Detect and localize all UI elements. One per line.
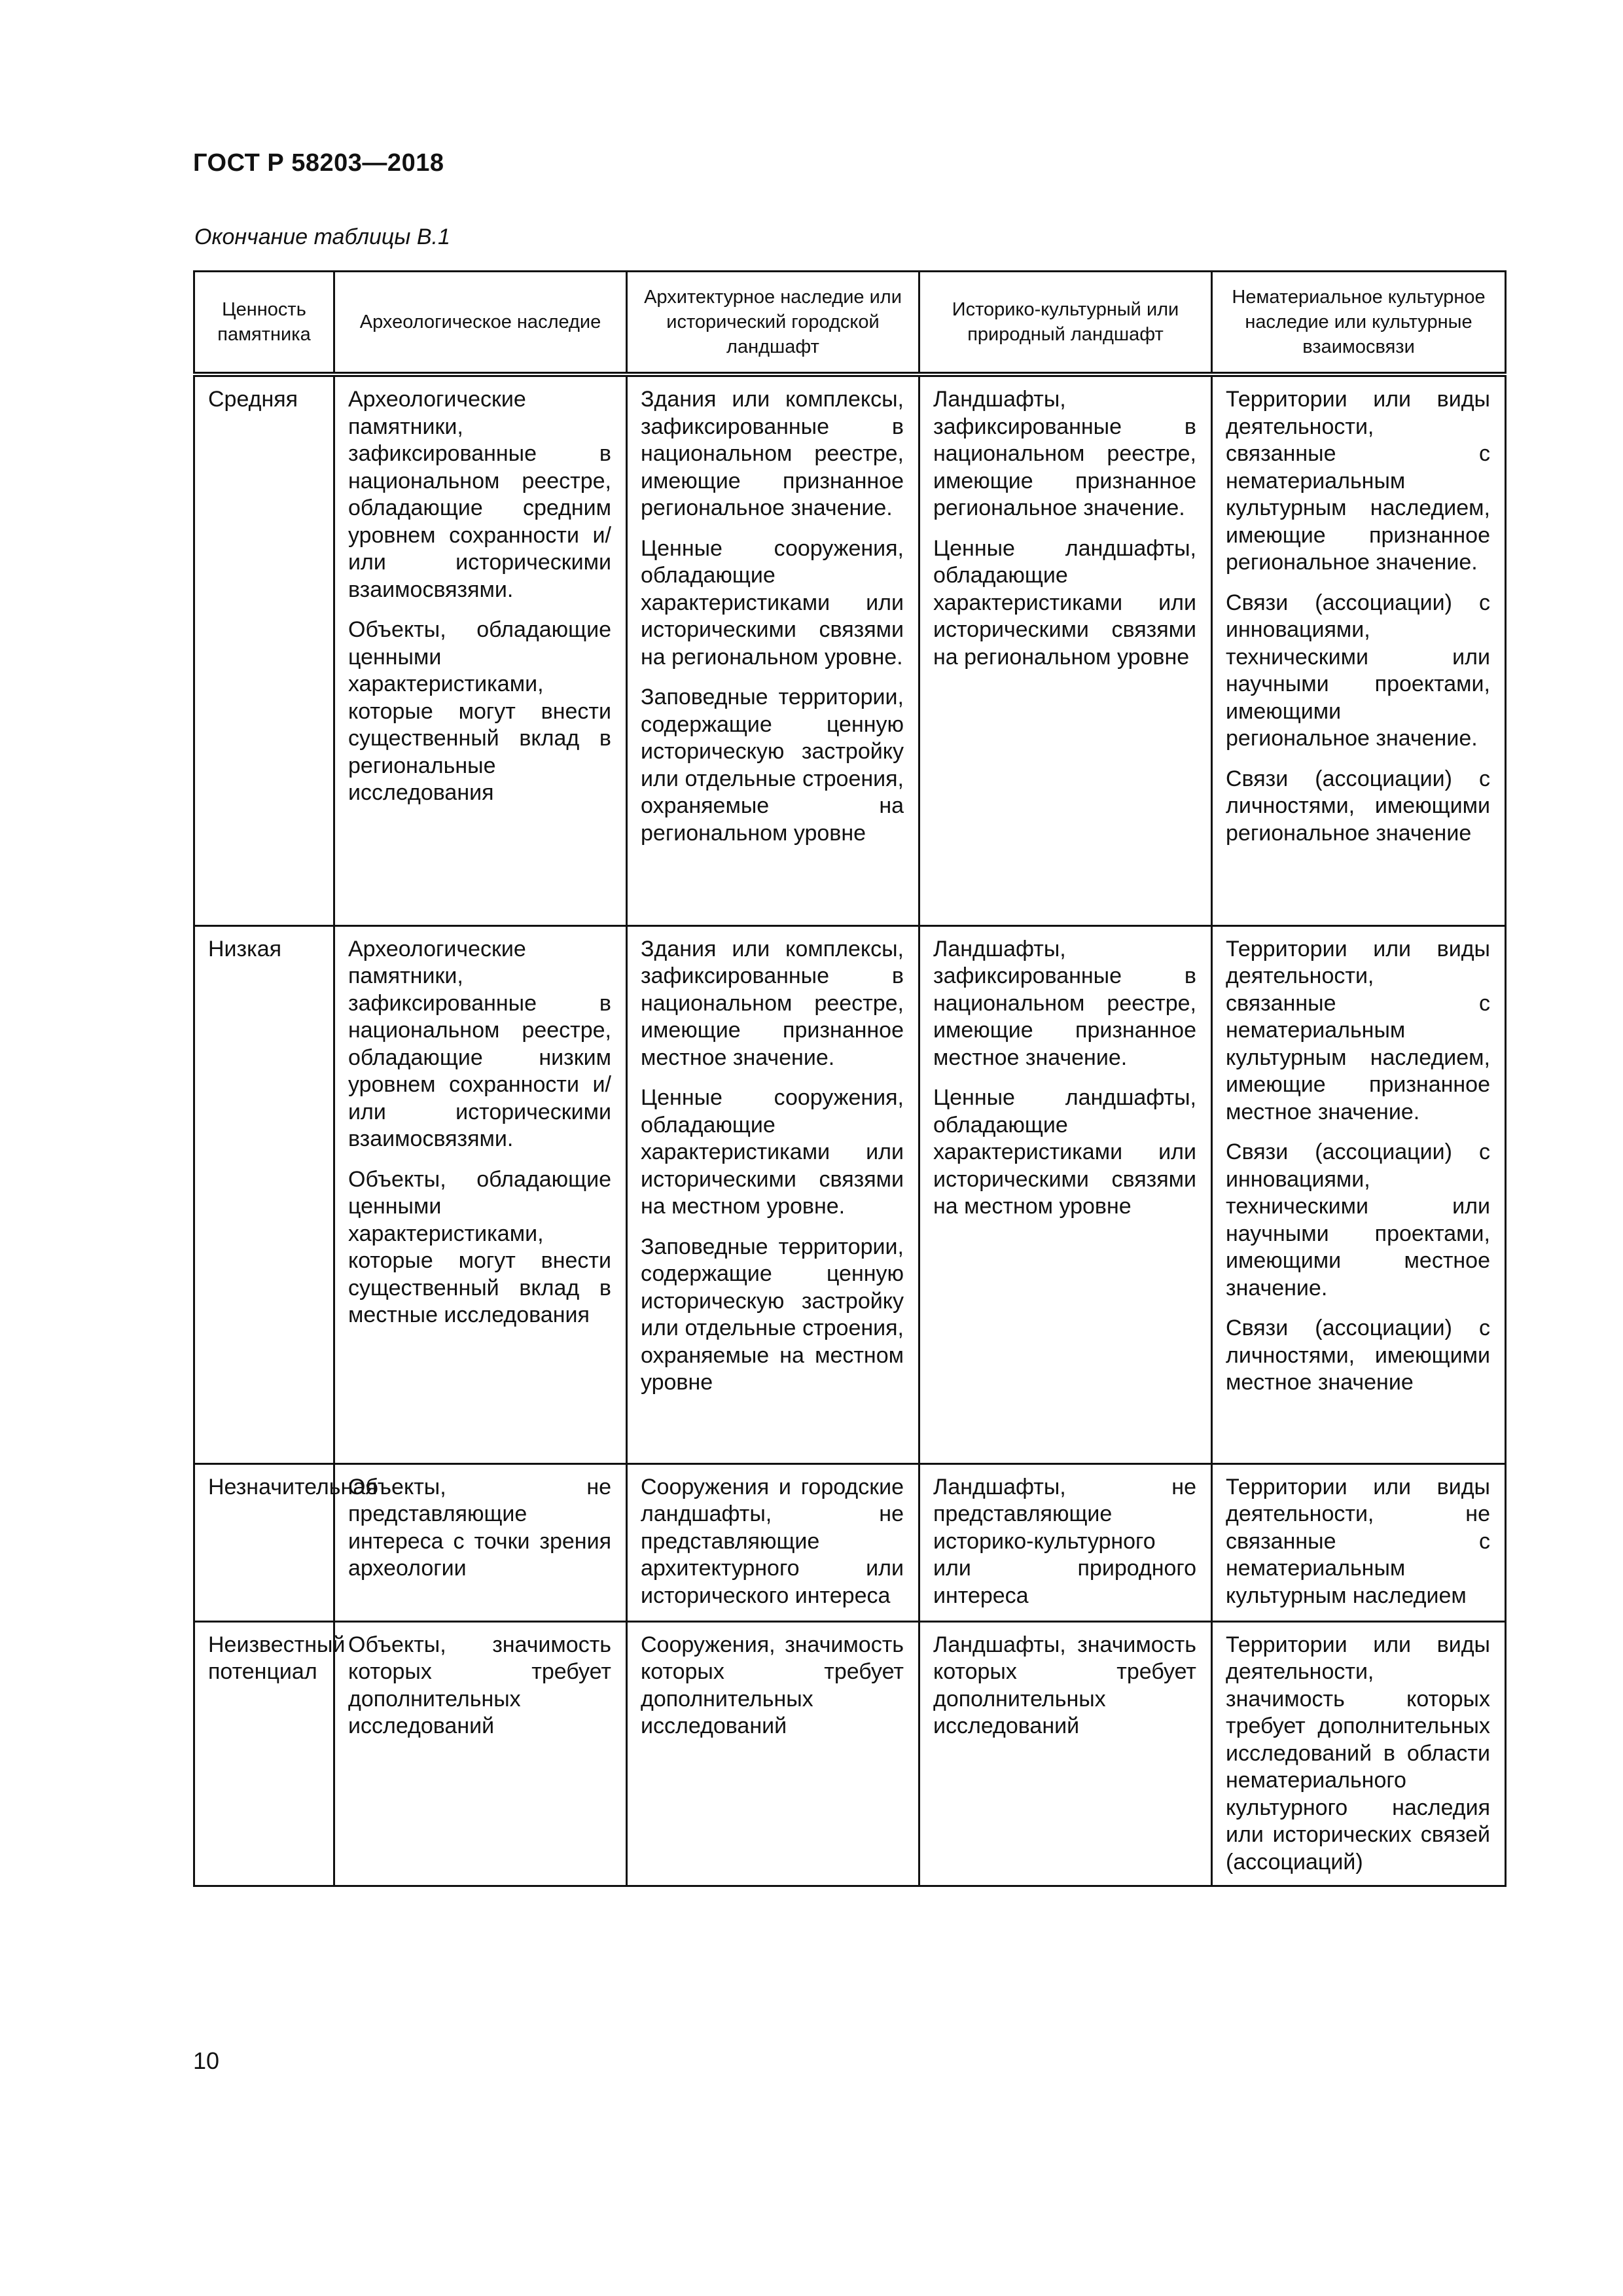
document-header: ГОСТ Р 58203—2018 — [193, 149, 444, 177]
cell-paragraph: Ландшафты, не представляющие историко-культурного или природного интереса — [933, 1474, 1196, 1608]
value-cell: Средняя — [194, 374, 334, 925]
landscape-cell — [919, 1463, 1212, 1621]
intangible-cell — [1212, 1621, 1506, 1886]
cell-paragraph: Ценные сооружения, обладающие характеристиками или историческими связями на региональном уровне. — [641, 535, 904, 670]
architectural-cell — [627, 374, 919, 925]
heritage-value-table — [193, 270, 1507, 1887]
cell-paragraph: Ценные ландшафты, обладающие характеристиками или историческими связями на местном уровне — [933, 1085, 1196, 1219]
archaeological-cell — [334, 1463, 627, 1621]
column-header-intangible: Нематериальное культурное наследие или культурные взаимосвязи — [1212, 272, 1506, 375]
architectural-cell — [627, 1463, 919, 1621]
cell-paragraph: Ценные сооружения, обладающие характеристиками или историческими связями на местном уровне. — [641, 1085, 904, 1219]
cell-paragraph: Территории или виды деятельности, значимость которых требует дополнительных исследований в области нематериального культурного наследия или исторических связей (ассоциаций) — [1226, 1632, 1490, 1874]
cell-paragraph: Ландшафты, зафиксированные в национальном реестре, имеющие признанное местное значение. — [933, 936, 1196, 1070]
column-header-archaeological: Археологическое наследие — [334, 272, 627, 375]
intangible-cell — [1212, 1463, 1506, 1621]
cell-paragraph: Археологические памятники, зафиксированные в национальном реестре, обладающие средним уровнем сохранности и/или историческими взаимосвязями. — [348, 387, 611, 602]
column-header-architectural: Архитектурное наследие или исторический городской ландшафт — [627, 272, 919, 375]
page-number: 10 — [193, 2047, 220, 2074]
cell-paragraph: Здания или комплексы, зафиксированные в национальном реестре, имеющие признанное региональное значение. — [641, 387, 904, 520]
cell-paragraph: Сооружения, значимость которых требует дополнительных исследований — [641, 1632, 904, 1738]
cell-paragraph: Здания или комплексы, зафиксированные в национальном реестре, имеющие признанное местное значение. — [641, 936, 904, 1070]
cell-paragraph: Связи (ассоциации) с инновациями, техническими или научными проектами, имеющими местное значение. — [1226, 1139, 1490, 1300]
table-row — [194, 925, 1506, 1463]
table-row — [194, 1621, 1506, 1886]
cell-paragraph: Объекты, не представляющие интереса с точки зрения археологии — [348, 1474, 611, 1581]
cell-paragraph: Ландшафты, значимость которых требует дополнительных исследований — [933, 1632, 1196, 1738]
intangible-cell — [1212, 925, 1506, 1463]
cell-paragraph: Ландшафты, зафиксированные в национальном реестре, имеющие признанное региональное значение. — [933, 387, 1196, 520]
table-row — [194, 374, 1506, 925]
column-header-landscape: Историко-культурный или природный ландшафт — [919, 272, 1212, 375]
landscape-cell — [919, 1621, 1212, 1886]
archaeological-cell — [334, 1621, 627, 1886]
cell-paragraph: Связи (ассоциации) с инновациями, техническими или научными проектами, имеющими региональное значение. — [1226, 590, 1490, 751]
cell-paragraph: Заповедные территории, содержащие ценную историческую застройку или отдельные строения, охраняемые на региональном уровне — [641, 685, 904, 846]
table-caption: Окончание таблицы В.1 — [194, 224, 450, 249]
intangible-cell — [1212, 374, 1506, 925]
cell-paragraph: Объекты, обладающие ценными характеристиками, которые могут внести существенный вклад в региональные исследования — [348, 617, 611, 805]
cell-paragraph: Связи (ассоциации) с личностями, имеющими региональное значение — [1226, 766, 1490, 846]
cell-paragraph: Территории или виды деятельности, не связанные с нематериальным культурным наследием — [1226, 1474, 1490, 1608]
cell-paragraph: Связи (ассоциации) с личностями, имеющими местное значение — [1226, 1316, 1490, 1395]
value-cell: Низкая — [194, 925, 334, 1463]
table-row — [194, 1463, 1506, 1621]
architectural-cell — [627, 1621, 919, 1886]
value-cell: Незначительная — [194, 1463, 334, 1621]
architectural-cell — [627, 925, 919, 1463]
cell-paragraph: Заповедные территории, содержащие ценную историческую застройку или отдельные строения, охраняемые на местном уровне — [641, 1234, 904, 1395]
cell-paragraph: Сооружения и городские ландшафты, не представляющие архитектурного или исторического интереса — [641, 1474, 904, 1608]
cell-paragraph: Археологические памятники, зафиксированные в национальном реестре, обладающие низким уровнем сохранности и/или историческими взаимосвязями. — [348, 936, 611, 1151]
landscape-cell — [919, 925, 1212, 1463]
table-header-row — [194, 272, 1506, 375]
column-header-value: Ценность памятника — [194, 272, 334, 375]
cell-paragraph: Территории или виды деятельности, связанные с нематериальным культурным наследием, имеющие признанное местное значение. — [1226, 936, 1490, 1124]
cell-paragraph: Объекты, обладающие ценными характеристиками, которые могут внести существенный вклад в местные исследования — [348, 1166, 611, 1327]
archaeological-cell — [334, 374, 627, 925]
value-cell: Неизвестный потенциал — [194, 1621, 334, 1886]
landscape-cell — [919, 374, 1212, 925]
cell-paragraph: Территории или виды деятельности, связанные с нематериальным культурным наследием, имеющие признанное региональное значение. — [1226, 387, 1490, 575]
archaeological-cell — [334, 925, 627, 1463]
cell-paragraph: Ценные ландшафты, обладающие характеристиками или историческими связями на региональном уровне — [933, 535, 1196, 670]
cell-paragraph: Объекты, значимость которых требует дополнительных исследований — [348, 1632, 611, 1738]
